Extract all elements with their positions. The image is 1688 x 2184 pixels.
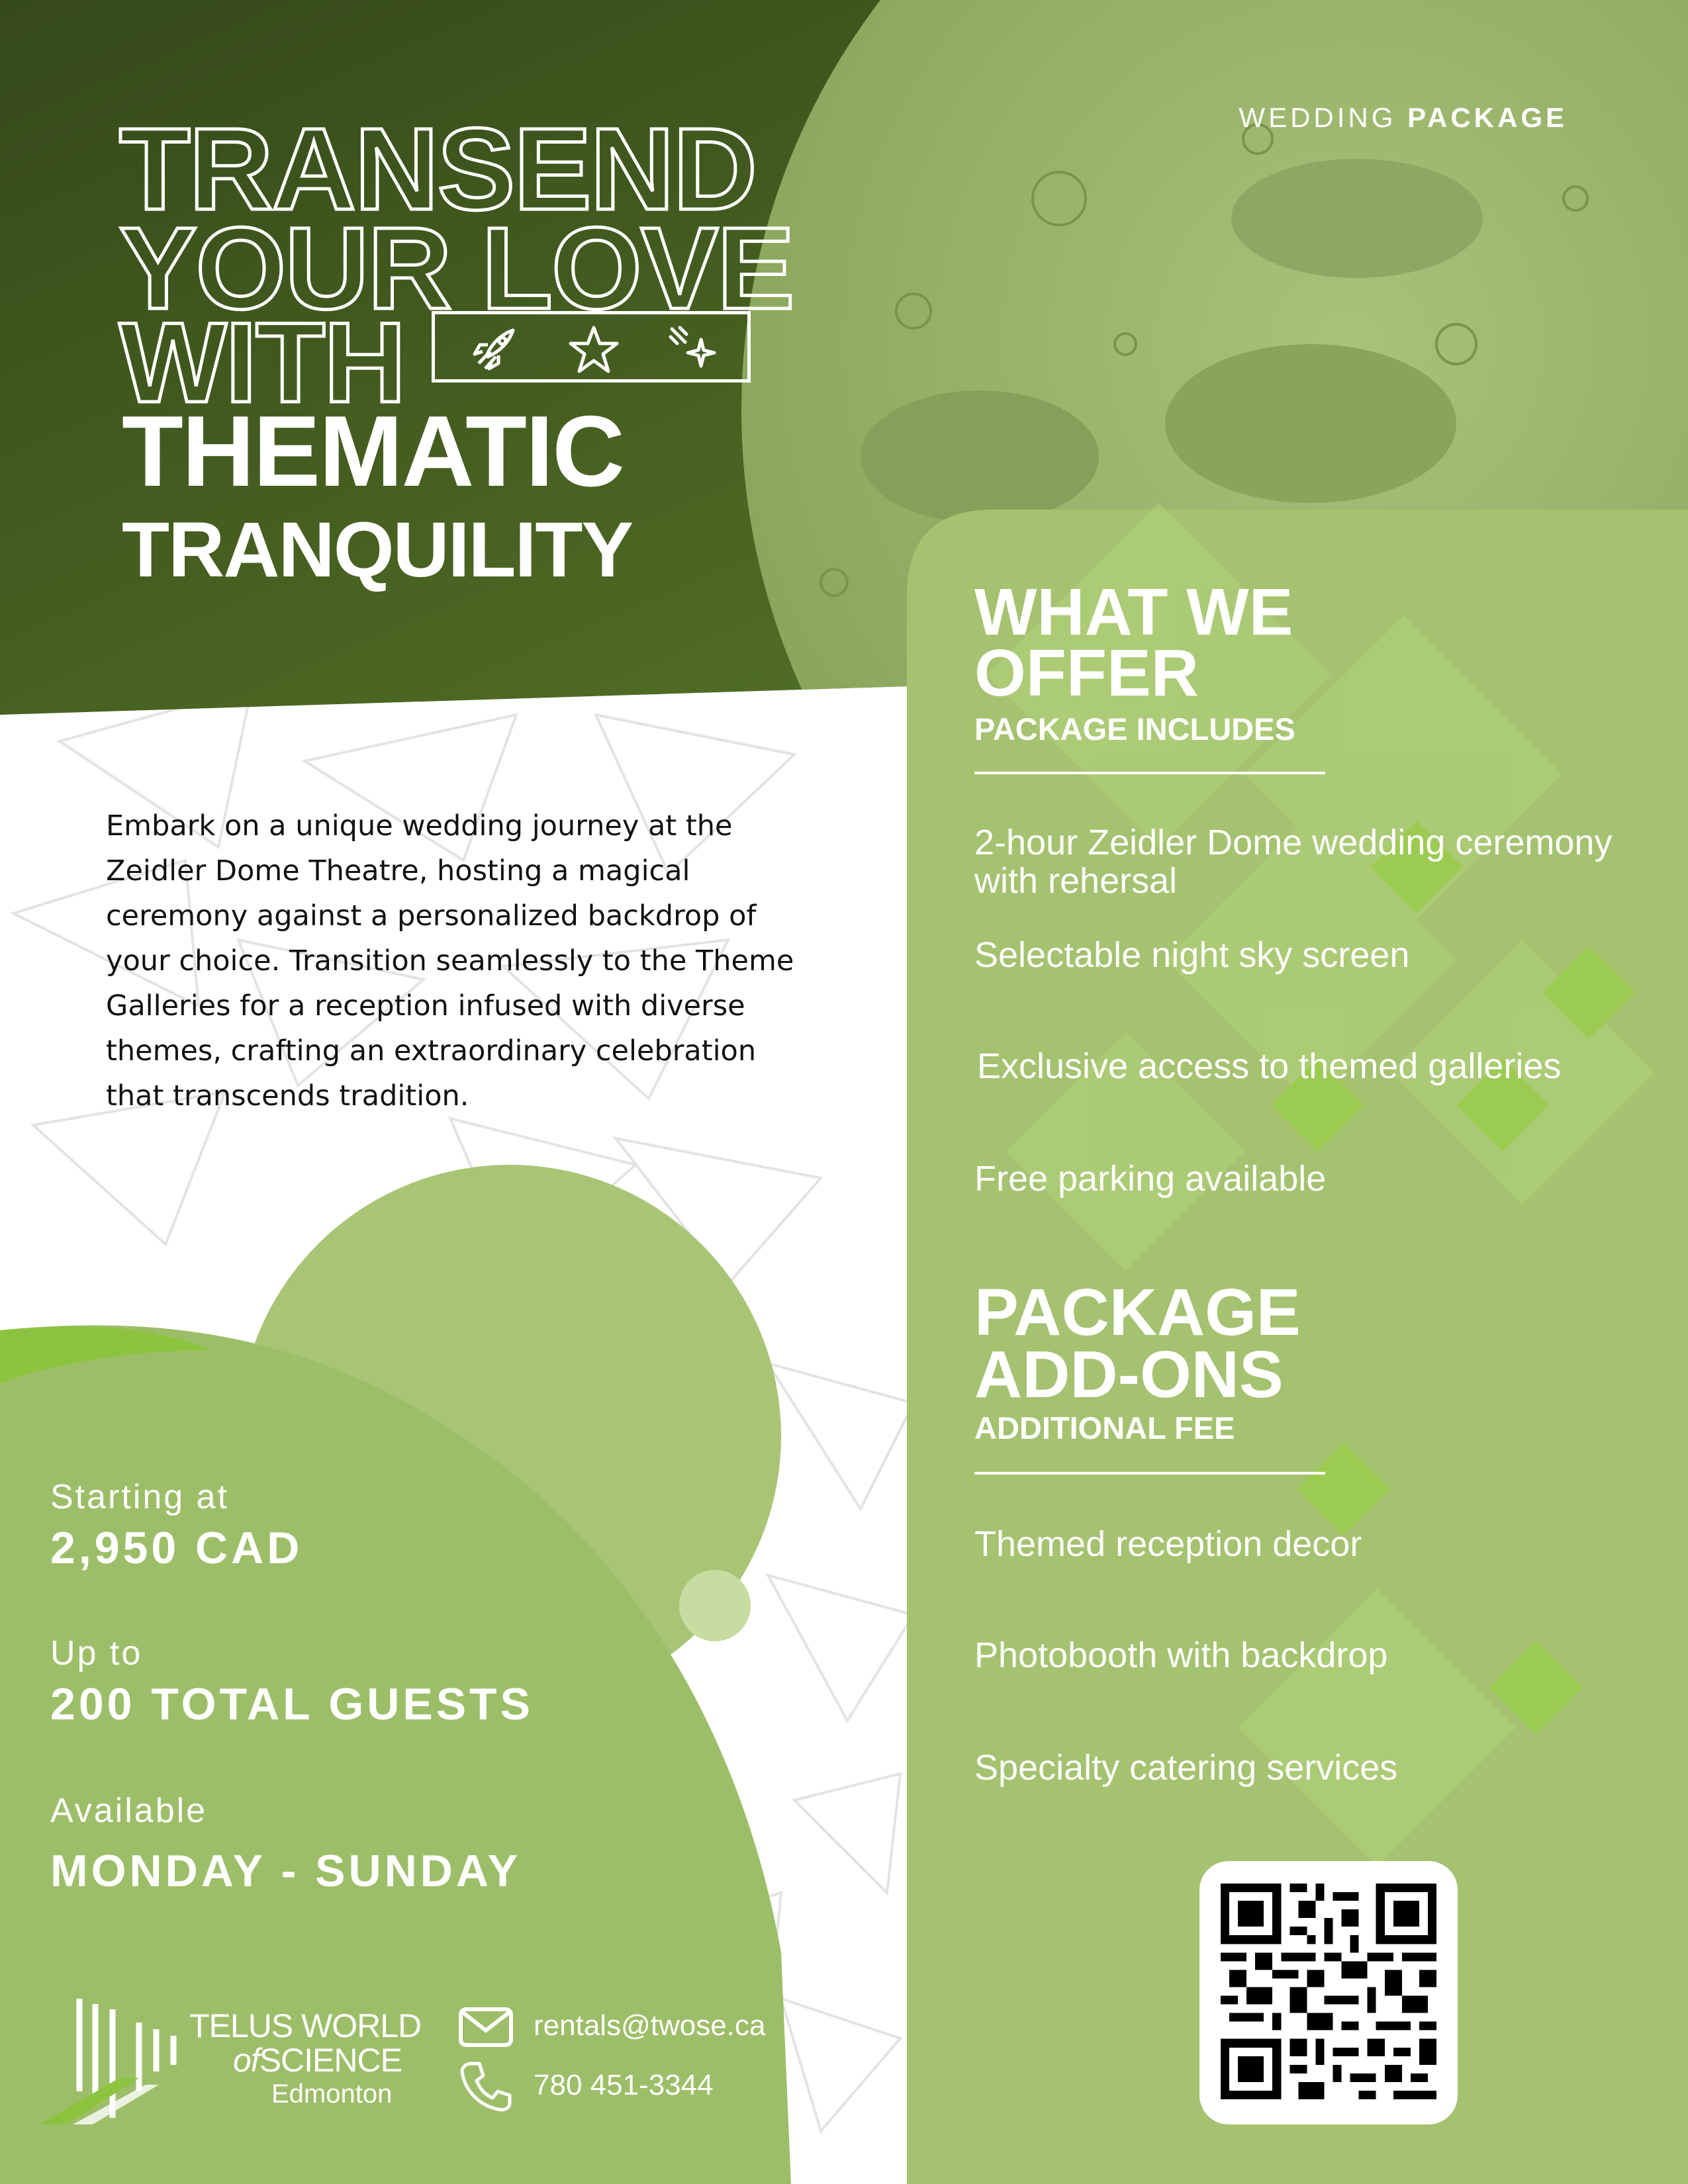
headline-line-1: TRANSEND [119, 105, 756, 234]
logo-line-2-main: SCIENCE [259, 2042, 402, 2079]
phone-icon [459, 2060, 512, 2113]
offer-item: 2-hour Zeidler Dome wedding ceremony with rehersal [974, 823, 1613, 901]
deco-circle-small [679, 1570, 751, 1641]
qr-code-card[interactable] [1199, 1861, 1458, 2124]
addon-item: Themed reception decor [974, 1524, 1362, 1564]
headline-line-3: WITH [119, 299, 405, 426]
headline-icon-box [432, 311, 751, 383]
stat-availability-label: Available [50, 1792, 208, 1830]
offer-subheading: PACKAGE INCLUDES [974, 711, 1295, 747]
offer-item: Selectable night sky screen [974, 935, 1410, 975]
addons-heading-line-2: ADD-ONS [974, 1338, 1284, 1412]
wedding-package-label-bold: PACKAGE [1407, 102, 1568, 133]
stat-price-value: 2,950 CAD [50, 1523, 303, 1573]
telus-logo-mark [40, 1992, 192, 2124]
headline-line-5: TRANQUILITY [122, 506, 633, 594]
logo-line-2 [233, 2041, 402, 2079]
addons-divider [974, 1472, 1325, 1475]
addon-item: Specialty catering services [974, 1748, 1398, 1788]
logo-line-3: Edmonton [271, 2079, 393, 2109]
offer-item: Exclusive access to themed galleries [977, 1046, 1562, 1086]
email-icon [458, 2007, 514, 2048]
email-link[interactable]: rentals@twose.ca [534, 2009, 766, 2042]
wedding-package-label-light: WEDDING [1239, 102, 1397, 133]
rocket-icon [465, 324, 518, 377]
stat-guests-label: Up to [50, 1634, 143, 1672]
addons-subheading: ADDITIONAL FEE [974, 1410, 1235, 1445]
stat-price-label: Starting at [50, 1478, 230, 1516]
offer-item: Free parking available [974, 1159, 1327, 1199]
logo-line-1: TELUS WORLD [189, 2007, 422, 2044]
star-icon [567, 324, 620, 377]
headline-line-4: THEMATIC [122, 395, 624, 508]
phone-link[interactable]: 780 451-3344 [534, 2069, 714, 2101]
logo-line-2-italic: of [233, 2042, 259, 2079]
headline-line-2: YOUR LOVE [119, 204, 794, 334]
qr-code-icon[interactable] [1221, 1884, 1436, 2099]
intro-paragraph: Embark on a unique wedding journey at the Zeidler Dome Theatre, hosting a magical ceremony against a personalized backdrop of your choice. Transition seamlessly to the Theme Galleries for a reception infused with diverse themes, crafting an extraordinary celebration that transcends tradition. [106, 809, 794, 1113]
stat-guests-value: 200 TOTAL GUESTS [50, 1679, 534, 1729]
sparkle-icon [667, 324, 720, 377]
offer-divider [974, 772, 1325, 774]
offer-heading-line-2: OFFER [974, 636, 1199, 710]
addons-heading-line-1: PACKAGE [974, 1275, 1301, 1349]
addon-item: Photobooth with backdrop [974, 1635, 1388, 1675]
wedding-package-label [1239, 102, 1568, 134]
offer-heading-line-1: WHAT WE [974, 575, 1293, 649]
stat-availability-value: MONDAY - SUNDAY [50, 1846, 522, 1896]
